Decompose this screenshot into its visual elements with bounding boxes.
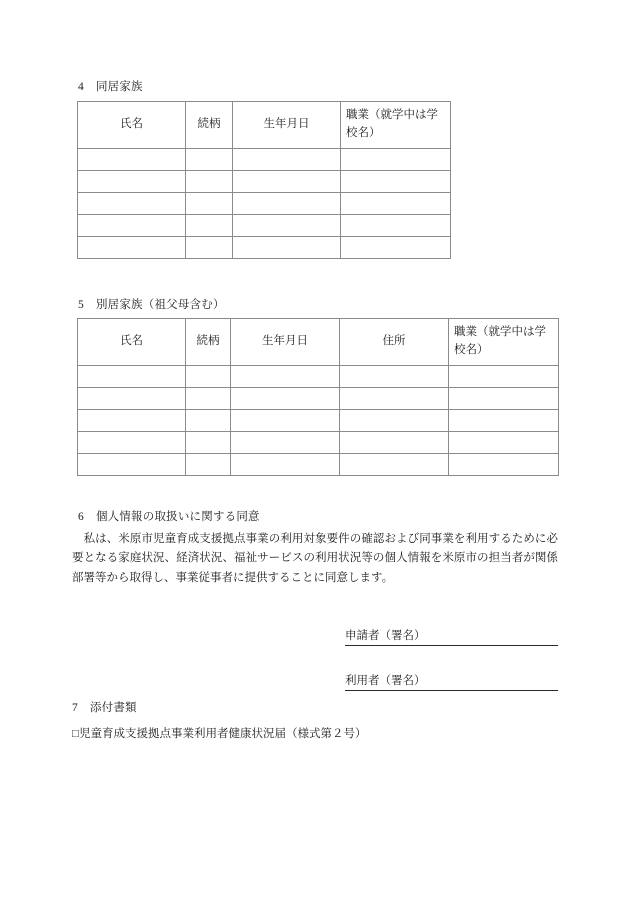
cell-occupation[interactable]: [341, 171, 451, 193]
section-label: 個人情報の取扱いに関する同意: [95, 511, 260, 523]
cell-relationship[interactable]: [186, 454, 231, 476]
cell-name[interactable]: [78, 237, 186, 259]
cell-birthdate[interactable]: [231, 454, 340, 476]
column-header-name: 氏名: [78, 102, 186, 149]
cell-relationship[interactable]: [186, 410, 231, 432]
table-header-row: [78, 102, 451, 149]
cell-birthdate[interactable]: [231, 388, 340, 410]
table-row: [78, 193, 451, 215]
cell-name[interactable]: [78, 454, 186, 476]
section-number: 7: [72, 702, 78, 714]
cell-name[interactable]: [78, 149, 186, 171]
cell-occupation[interactable]: [449, 410, 559, 432]
cell-address[interactable]: [340, 388, 449, 410]
attachment-label: 児童育成支援拠点事業利用者健康状況届（様式第２号）: [78, 728, 367, 740]
cell-name[interactable]: [78, 410, 186, 432]
cell-occupation[interactable]: [449, 366, 559, 388]
section-heading-attachments: [72, 703, 137, 715]
checkbox-icon[interactable]: □: [72, 728, 79, 740]
table-row: [78, 149, 451, 171]
section-label: 同居家族: [95, 81, 143, 93]
cohabiting-family-table: [77, 101, 451, 259]
cell-address[interactable]: [340, 432, 449, 454]
cell-relationship[interactable]: [186, 237, 233, 259]
table-row: [78, 454, 559, 476]
column-header-birthdate: 生年月日: [233, 102, 341, 149]
cell-name[interactable]: [78, 215, 186, 237]
section-number: 4: [78, 81, 84, 93]
cell-birthdate[interactable]: [233, 149, 341, 171]
cell-occupation[interactable]: [341, 237, 451, 259]
cell-occupation[interactable]: [449, 432, 559, 454]
cell-birthdate[interactable]: [233, 193, 341, 215]
cell-name[interactable]: [78, 366, 186, 388]
column-header-address: 住所: [340, 319, 449, 366]
cell-relationship[interactable]: [186, 193, 233, 215]
section-heading-cohabiting-family: [78, 82, 143, 94]
cell-birthdate[interactable]: [231, 432, 340, 454]
cell-name[interactable]: [78, 432, 186, 454]
table-row: [78, 366, 559, 388]
column-header-occupation: 職業（就学中は学校名）: [449, 319, 559, 366]
column-header-occupation: 職業（就学中は学校名）: [341, 102, 451, 149]
attachment-list-item[interactable]: [72, 729, 366, 741]
consent-paragraph: [72, 530, 558, 588]
table-row: [78, 388, 559, 410]
cell-occupation[interactable]: [341, 193, 451, 215]
user-signature-line[interactable]: [345, 672, 558, 691]
column-header-name: 氏名: [78, 319, 186, 366]
cell-occupation[interactable]: [341, 149, 451, 171]
table-row: [78, 171, 451, 193]
cell-relationship[interactable]: [186, 366, 231, 388]
cell-occupation[interactable]: [449, 454, 559, 476]
cell-occupation[interactable]: [341, 215, 451, 237]
table-row: [78, 410, 559, 432]
cell-relationship[interactable]: [186, 432, 231, 454]
cell-birthdate[interactable]: [233, 171, 341, 193]
applicant-signature-line[interactable]: [345, 627, 558, 646]
consent-text: 私は、米原市児童育成支援拠点事業の利用対象要件の確認および同事業を利用するために必要となる家庭状況、経済状況、福祉サービスの利用状況等の個人情報を米原市の担当者が関係部署等から取得し、事業従事者に提供することに同意します。: [72, 533, 558, 584]
section-number: 5: [78, 299, 84, 311]
cell-address[interactable]: [340, 410, 449, 432]
column-header-relationship: 続柄: [186, 102, 233, 149]
cell-relationship[interactable]: [186, 388, 231, 410]
table-header-row: [78, 319, 559, 366]
section-number: 6: [78, 511, 84, 523]
user-signature-label: 利用者（署名）: [345, 675, 426, 687]
section-heading-consent: [78, 512, 260, 524]
cell-name[interactable]: [78, 171, 186, 193]
table-row: [78, 237, 451, 259]
cell-relationship[interactable]: [186, 171, 233, 193]
column-header-relationship: 続柄: [186, 319, 231, 366]
section-heading-separate-family: [78, 300, 225, 312]
table-row: [78, 432, 559, 454]
cell-name[interactable]: [78, 388, 186, 410]
cell-birthdate[interactable]: [233, 215, 341, 237]
cell-address[interactable]: [340, 366, 449, 388]
column-header-birthdate: 生年月日: [231, 319, 340, 366]
applicant-signature-label: 申請者（署名）: [345, 630, 426, 642]
section-label: 別居家族（祖父母含む）: [95, 299, 225, 311]
cell-birthdate[interactable]: [231, 366, 340, 388]
cell-name[interactable]: [78, 193, 186, 215]
cell-birthdate[interactable]: [231, 410, 340, 432]
cell-relationship[interactable]: [186, 149, 233, 171]
cell-occupation[interactable]: [449, 388, 559, 410]
table-row: [78, 215, 451, 237]
cell-birthdate[interactable]: [233, 237, 341, 259]
separate-family-table: [77, 318, 559, 476]
cell-relationship[interactable]: [186, 215, 233, 237]
cell-address[interactable]: [340, 454, 449, 476]
section-label: 添付書類: [89, 702, 137, 714]
